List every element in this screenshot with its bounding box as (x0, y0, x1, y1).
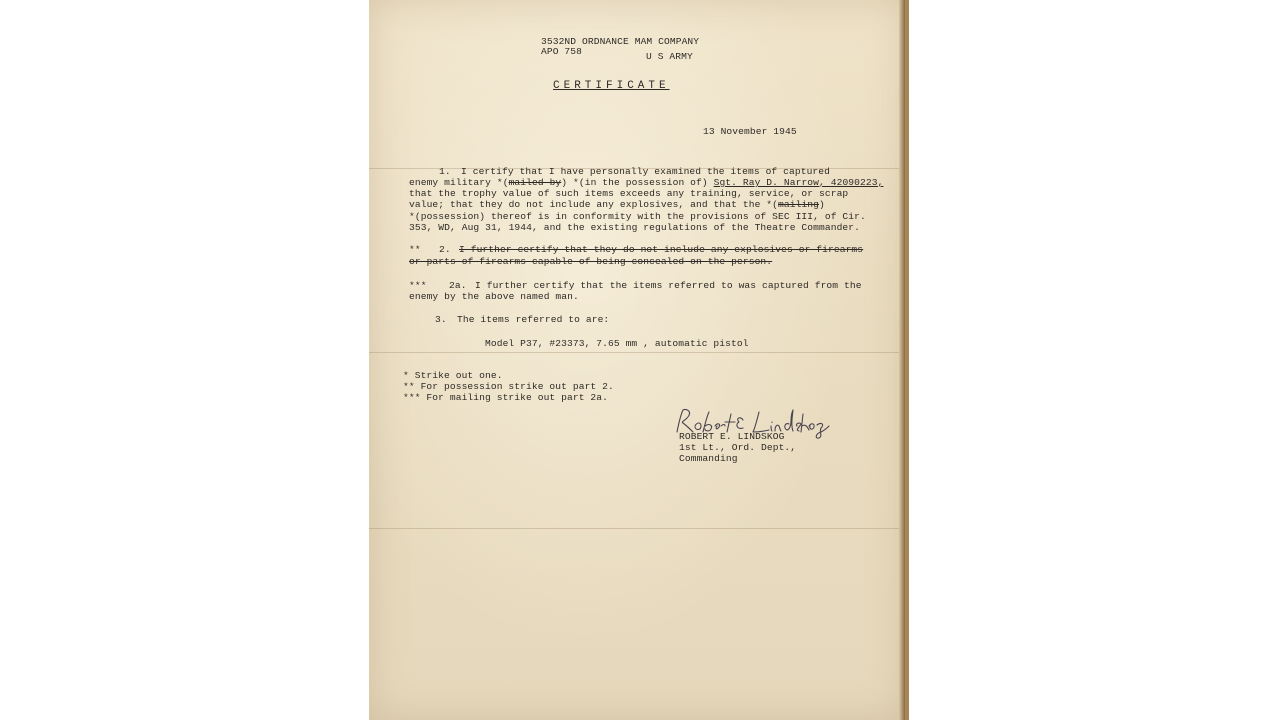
item-description: Model P37, #23373, 7.65 mm , automatic pistol (485, 338, 749, 349)
paper-fold (369, 528, 905, 529)
paper-fold (369, 352, 905, 353)
soldier-name: Sgt. Ray D. Narrow, 42090223, (713, 177, 884, 188)
para2a-marker: *** (409, 280, 427, 291)
footnote: * Strike out one. (403, 370, 503, 381)
para2a-line: I further certify that the items referred to was captured from the (475, 280, 862, 291)
para2-line: or parts of firearms capable of being concealed on the person. (409, 256, 773, 267)
para2-line: I further certify that they do not include any explosives or firearms (459, 244, 864, 255)
para3-number: 3. (435, 314, 447, 325)
para2a-number: 2a. (449, 280, 467, 291)
para3-text: The items referred to are: (457, 314, 610, 325)
certificate-date: 13 November 1945 (703, 126, 797, 137)
apo-number: APO 758 (541, 46, 583, 57)
certificate-title: CERTIFICATE (553, 80, 670, 92)
para1-number: 1. (439, 166, 451, 177)
signatory-name: ROBERT E. LINDSKOG (679, 431, 785, 442)
paper-edge (899, 0, 905, 720)
para1-line: 353, WD, Aug 31, 1944, and the existing regulations of the Theatre Commander. (409, 222, 861, 233)
para1-line: value; that they do not include any explosives, and that the *(mailing) (409, 199, 825, 210)
signatory-role: Commanding (679, 453, 738, 464)
document-photo (369, 0, 909, 720)
para2-marker: ** (409, 244, 421, 255)
para2-number: 2. (439, 244, 451, 255)
footnote: *** For mailing strike out part 2a. (403, 392, 609, 403)
para1-line: enemy military *(mailed by) *(in the possession of) Sgt. Ray D. Narrow, 42090223, (409, 177, 884, 188)
signatory-rank: 1st Lt., Ord. Dept., (679, 442, 797, 453)
certificate-paper (369, 0, 905, 720)
para1-line: that the trophy value of such items exceeds any training, service, or scrap (409, 188, 849, 199)
para1-line: *(possession) thereof is in conformity with the provisions of SEC III, of Cir. (409, 211, 866, 222)
para1-line: I certify that I have personally examined the items of captured (461, 166, 831, 177)
army-label: U S ARMY (646, 51, 693, 62)
struck-text: mailed by (508, 177, 562, 188)
para2a-line: enemy by the above named man. (409, 291, 579, 302)
unit-name: 3532ND ORDNANCE MAM COMPANY (541, 36, 700, 47)
struck-text: mailing (778, 199, 820, 210)
footnote: ** For possession strike out part 2. (403, 381, 614, 392)
